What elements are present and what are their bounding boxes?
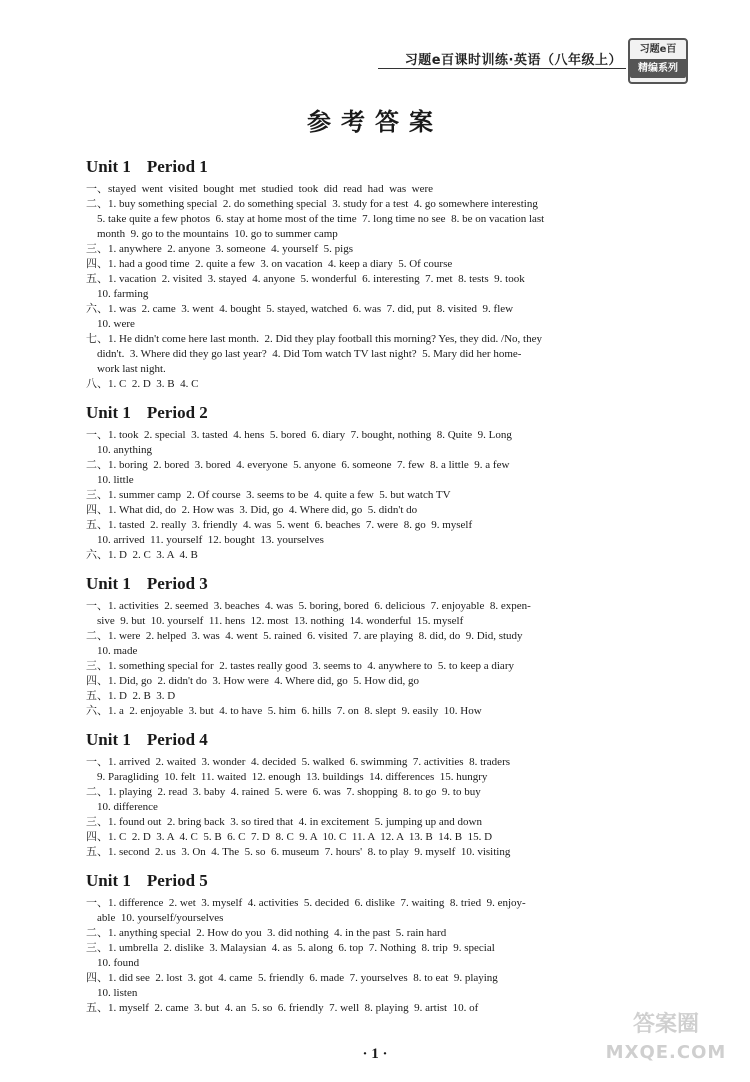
- answer-line: 二、1. boring 2. bored 3. bored 4. everyone 5. anyone 6. someone 7. few 8. a little 9. a few: [86, 459, 510, 471]
- answer-line: 一、1. arrived 2. waited 3. wonder 4. decided 5. walked 6. swimming 7. activities 8. traders: [86, 756, 511, 768]
- watermark: [596, 1010, 736, 1072]
- answer-line: 二、1. were 2. helped 3. was 4. went 5. rained 6. visited 7. are playing 8. did, do 9. Did, study: [86, 630, 523, 642]
- unit-label: Unit 1: [86, 157, 131, 176]
- answer-line: 三、1. found out 2. bring back 3. so tired that 4. in excitement 5. jumping up and down: [86, 816, 482, 828]
- section-heading: [86, 870, 690, 892]
- period-label: Period 1: [146, 157, 208, 176]
- answer-line: didn't. 3. Where did they go last year? 4. Did Tom watch TV last night? 5. Mary did her home-: [86, 348, 522, 360]
- page-title: 参考答案: [307, 108, 443, 136]
- answer-line: able 10. yourself/yourselves: [86, 912, 224, 924]
- answer-line: 四、1. C 2. D 3. A 4. C 5. B 6. C 7. D 8. C 9. A 10. C 11. A 12. A 13. B 14. B 15. D: [86, 831, 493, 843]
- section-spacer: [86, 392, 690, 400]
- header-rule: [378, 68, 626, 69]
- answer-line: 10. were: [86, 318, 135, 330]
- answer-line: 三、1. anywhere 2. anyone 3. someone 4. yourself 5. pigs: [86, 243, 354, 255]
- answer-section: [86, 563, 690, 719]
- badge-top-text: 习题e百: [639, 44, 677, 55]
- watermark-line2: MXQE.COM: [605, 1042, 727, 1063]
- answer-line: 五、1. myself 2. came 3. but 4. an 5. so 6. friendly 7. well 8. playing 9. artist 10. of: [86, 1002, 479, 1014]
- answer-line: 二、1. playing 2. read 3. baby 4. rained 5. were 6. was 7. shopping 8. to go 9. to buy: [86, 786, 481, 798]
- period-label: Period 5: [146, 871, 208, 890]
- answer-line: 七、1. He didn't come here last month. 2. Did they play football this morning? Yes, they did. /No, they: [86, 333, 542, 345]
- answer-line: work last night.: [86, 363, 166, 375]
- answer-line: sive 9. but 10. yourself 11. hens 12. most 13. nothing 14. wonderful 15. myself: [86, 615, 464, 627]
- answer-section: [86, 719, 690, 860]
- series-title: 习题e百课时训练·英语（八年级上）: [404, 53, 622, 68]
- answer-line: 10. arrived 11. yourself 12. bought 13. yourselves: [86, 534, 324, 546]
- answer-line: 五、1. second 2. us 3. On 4. The 5. so 6. museum 7. hours' 8. to play 9. myself 10. visiting: [86, 846, 511, 858]
- answer-line: 五、1. tasted 2. really 3. friendly 4. was 5. went 6. beaches 7. were 8. go 9. myself: [86, 519, 473, 531]
- answer-line: 10. farming: [86, 288, 149, 300]
- answer-line: 三、1. umbrella 2. dislike 3. Malaysian 4. as 5. along 6. top 7. Nothing 8. trip 9. special: [86, 942, 495, 954]
- answer-line: 一、1. difference 2. wet 3. myself 4. activities 5. decided 6. dislike 7. waiting 8. tried 9. enjoy-: [86, 897, 526, 909]
- answer-line: 四、1. had a good time 2. quite a few 3. on vacation 4. keep a diary 5. Of course: [86, 258, 453, 270]
- answer-line: 一、1. activities 2. seemed 3. beaches 4. was 5. boring, bored 6. delicious 7. enjoyable 8. expen-: [86, 600, 531, 612]
- answer-line: 四、1. Did, go 2. didn't do 3. How were 4. Where did, go 5. How did, go: [86, 675, 419, 687]
- unit-label: Unit 1: [86, 403, 131, 422]
- section-heading: [86, 402, 690, 424]
- section-heading: [86, 729, 690, 751]
- unit-label: Unit 1: [86, 730, 131, 749]
- section-spacer: [86, 860, 690, 868]
- page-number: · 1 ·: [362, 1046, 388, 1062]
- section-heading: [86, 573, 690, 595]
- answer-line: 9. Paragliding 10. felt 11. waited 12. enough 13. buildings 14. differences 15. hungry: [86, 771, 488, 783]
- answer-content: [86, 154, 690, 1016]
- answer-line: 五、1. D 2. B 3. D: [86, 690, 176, 702]
- answer-line: 10. little: [86, 474, 134, 486]
- unit-label: Unit 1: [86, 574, 131, 593]
- period-label: Period 2: [146, 403, 208, 422]
- answer-line: 二、1. anything special 2. How do you 3. did nothing 4. in the past 5. rain hard: [86, 927, 447, 939]
- answer-line: 四、1. What did, do 2. How was 3. Did, go 4. Where did, go 5. didn't do: [86, 504, 418, 516]
- period-label: Period 4: [146, 730, 208, 749]
- answer-line: 10. listen: [86, 987, 138, 999]
- answer-line: 10. found: [86, 957, 140, 969]
- period-label: Period 3: [146, 574, 208, 593]
- answer-line: 10. difference: [86, 801, 158, 813]
- answer-line: 四、1. did see 2. lost 3. got 4. came 5. friendly 6. made 7. yourselves 8. to eat 9. playing: [86, 972, 498, 984]
- answer-line: 5. take quite a few photos 6. stay at home most of the time 7. long time no see 8. be on vacation last: [86, 213, 545, 225]
- answer-line: 二、1. buy something special 2. do something special 3. study for a test 4. go somewhere interesting: [86, 198, 538, 210]
- section-heading: [86, 156, 690, 178]
- answer-section: [86, 156, 690, 392]
- answer-line: 10. anything: [86, 444, 152, 456]
- answer-line: 一、stayed went visited bought met studied took did read had was were: [86, 183, 434, 195]
- answer-line: 一、1. took 2. special 3. tasted 4. hens 5. bored 6. diary 7. bought, nothing 8. Quite 9. Long: [86, 429, 512, 441]
- answer-line: 三、1. summer camp 2. Of course 3. seems to be 4. quite a few 5. but watch TV: [86, 489, 451, 501]
- answer-line: 八、1. C 2. D 3. B 4. C: [86, 378, 199, 390]
- page-header: [0, 0, 750, 78]
- answer-line: 六、1. a 2. enjoyable 3. but 4. to have 5. him 6. hills 7. on 8. slept 9. easily 10. How: [86, 705, 482, 717]
- answer-section: [86, 860, 690, 1016]
- unit-label: Unit 1: [86, 871, 131, 890]
- series-badge: [628, 38, 688, 84]
- badge-bottom-text: 精编系列: [630, 59, 686, 78]
- answer-line: 六、1. D 2. C 3. A 4. B: [86, 549, 198, 561]
- answer-section: [86, 392, 690, 563]
- answer-line: month 9. go to the mountains 10. go to summer camp: [86, 228, 338, 240]
- section-spacer: [86, 719, 690, 727]
- answer-line: 三、1. something special for 2. tastes really good 3. seems to 4. anywhere to 5. to keep a diary: [86, 660, 514, 672]
- answer-line: 10. made: [86, 645, 138, 657]
- answer-line: 六、1. was 2. came 3. went 4. bought 5. stayed, watched 6. was 7. did, put 8. visited 9. flew: [86, 303, 514, 315]
- answer-line: 五、1. vacation 2. visited 3. stayed 4. anyone 5. wonderful 6. interesting 7. met 8. tests 9. took: [86, 273, 525, 285]
- section-spacer: [86, 563, 690, 571]
- watermark-line1: 答案圈: [632, 1012, 699, 1037]
